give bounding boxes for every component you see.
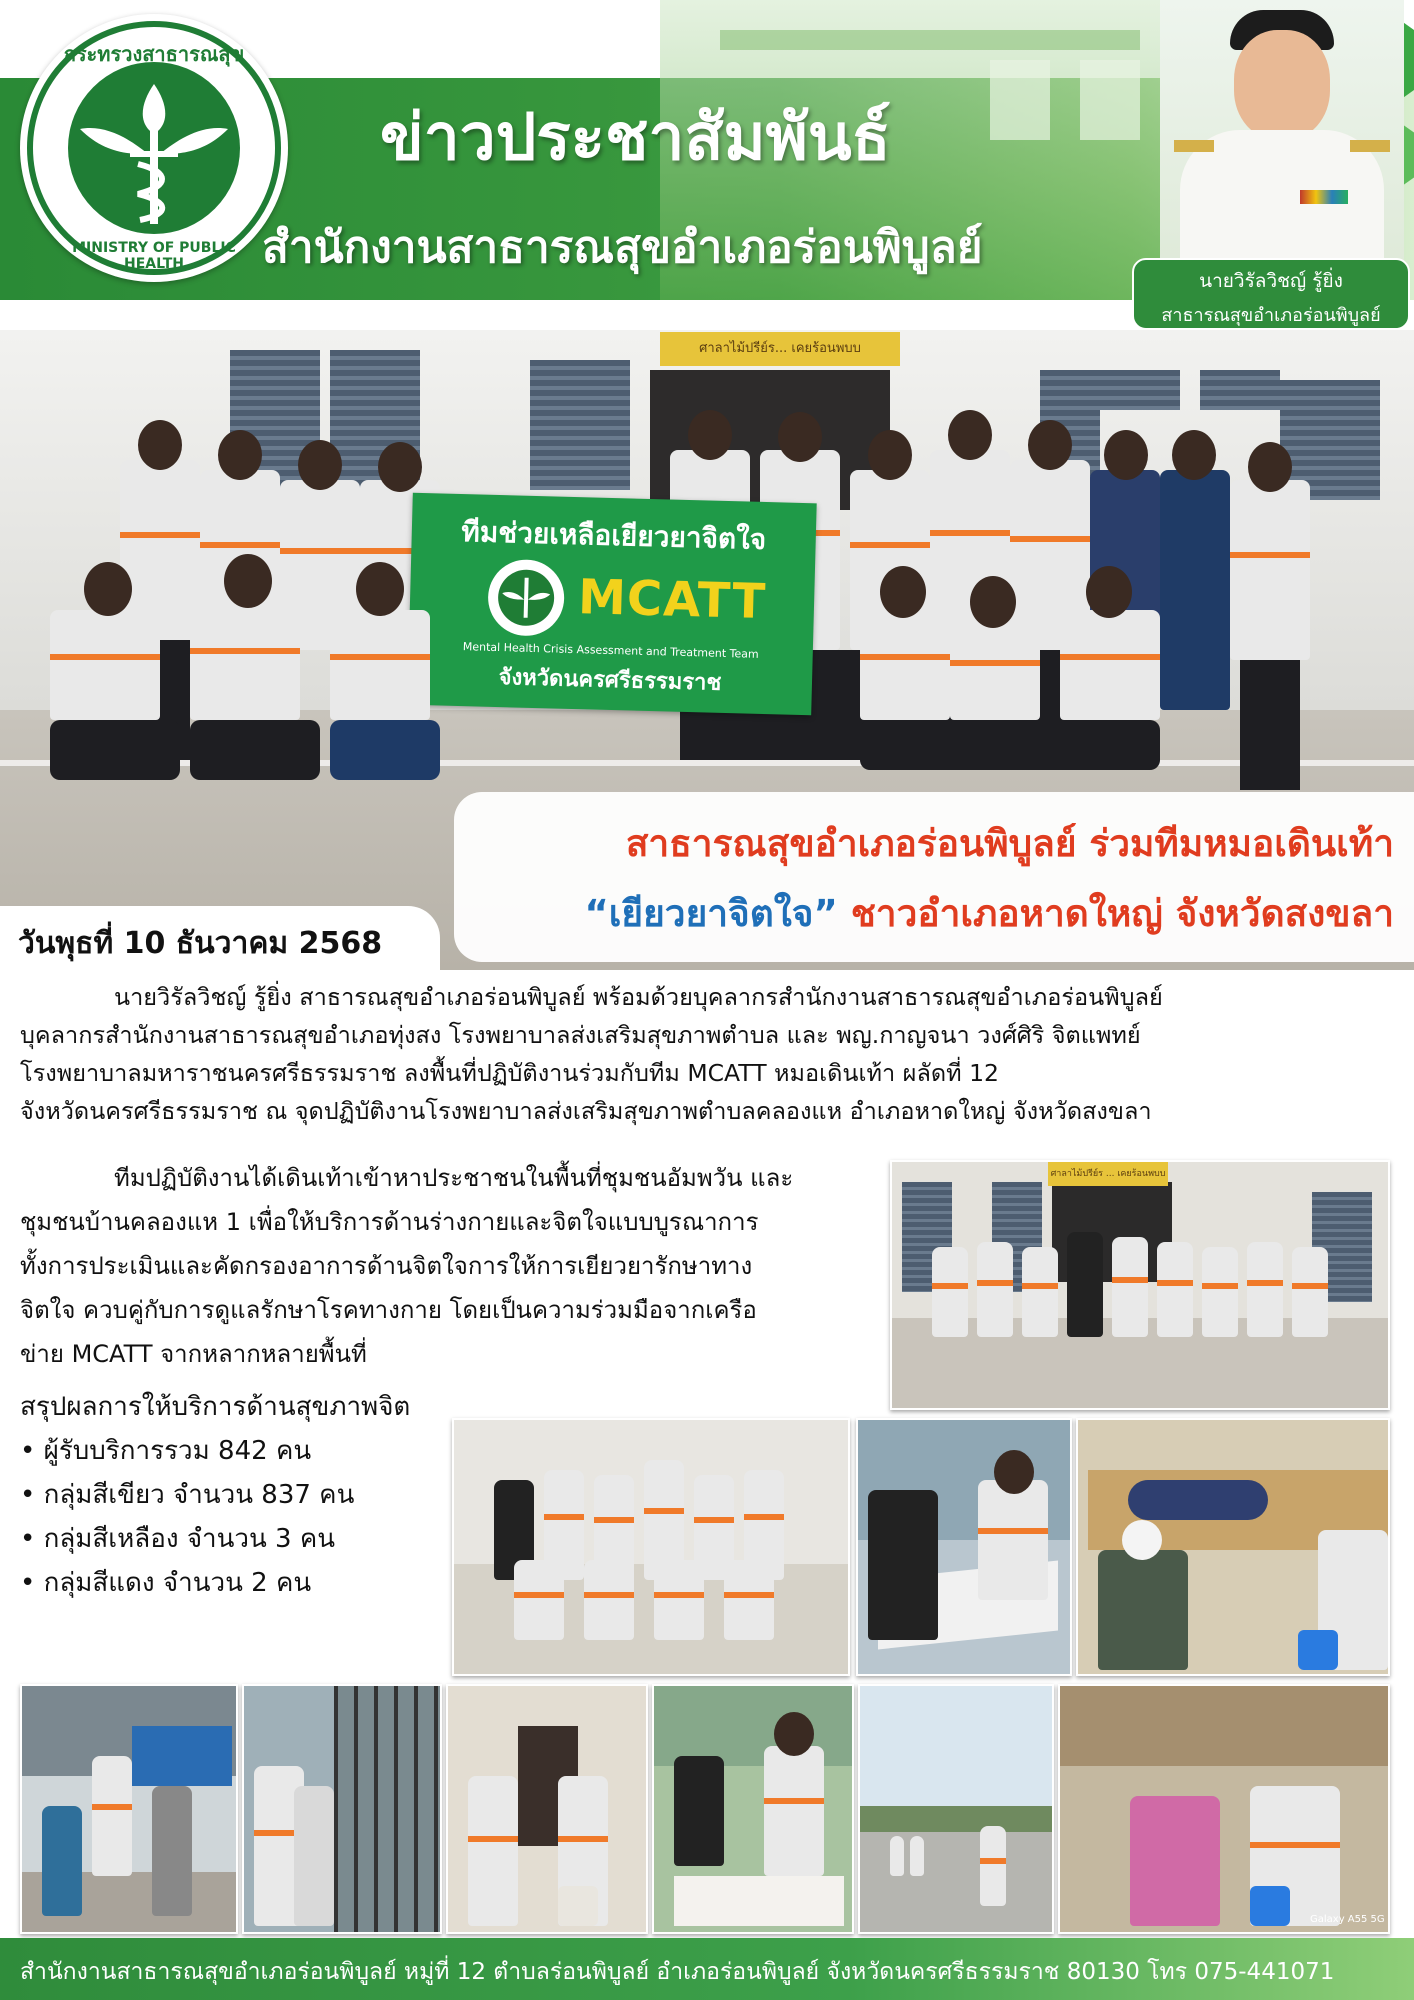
moph-logo: [20, 14, 288, 282]
banner-brand: MCATT: [577, 569, 767, 631]
para2-line-1: ทีมปฏิบัติงานได้เดินเท้าเข้าหาประชาชนในพื้นที่ชุมชนอัมพวัน และ: [114, 1164, 794, 1192]
photo-street-2: [242, 1684, 442, 1934]
logo-text-bottom: MINISTRY OF PUBLIC HEALTH: [72, 240, 236, 272]
summary-title: สรุปผลการให้บริการด้านสุขภาพจิต: [20, 1392, 411, 1422]
office-subtitle: สำนักงานสาธารณสุขอำเภอร่อนพิบูลย์: [262, 222, 983, 273]
building-sign: ศาลาไม้ปรีย์ร... เคยร้อนพบบ: [660, 332, 900, 366]
para2-line-2: ชุมชนบ้านคลองแห 1 เพื่อให้บริการด้านร่างกายและจิตใจแบบบูรณาการ: [20, 1208, 759, 1236]
official-name: นายวิรัลวิชญ์ รู้ยิ่ง: [1199, 270, 1343, 292]
banner-emblem-icon: [487, 559, 565, 637]
photo-patient-visit: [1076, 1418, 1390, 1676]
body-paragraph-2: [20, 1156, 870, 1376]
headline-rest: ชาวอำเภอหาดใหญ่ จังหวัดสงขลา: [850, 892, 1394, 935]
logo-text-top: กระทรวงสาธารณสุข: [63, 42, 245, 66]
banner-subtitle: Mental Health Crisis Assessment and Treatment Team: [462, 640, 759, 661]
banner-province: จังหวัดนครศรีธรรมราช: [498, 665, 722, 696]
footer: [0, 1938, 1414, 2000]
para1-line-4: จังหวัดนครศรีธรรมราช ณ จุดปฏิบัติงานโรงพยาบาลส่งเสริมสุขภาพตำบลคลองแห อำเภอหาดใหญ่ จังหวัดสงขลา: [20, 1097, 1152, 1125]
photo-sign: ศาลาไม้ปรีย์ร ... เคยร้อนพบบ: [1048, 1162, 1168, 1186]
photo-writing-table: [856, 1418, 1072, 1676]
banner-top-text: ทีมช่วยเหลือเยียวยาจิตใจ: [460, 515, 767, 557]
photo-doorway: [446, 1684, 648, 1934]
summary-item: • กลุ่มสีแดง จำนวน 2 คน: [20, 1568, 312, 1598]
official-portrait: [1160, 0, 1404, 264]
photo-road-walk: [858, 1684, 1054, 1934]
official-caption: [1132, 258, 1410, 330]
para2-line-3: ทั้งการประเมินและคัดกรองอาการด้านจิตใจการให้การเยียวยารักษาทาง: [20, 1252, 753, 1280]
photo-team-at-building: [890, 1160, 1390, 1410]
date-text: วันพุธที่ 10 ธันวาคม 2568: [18, 926, 383, 961]
summary-item: • ผู้รับบริการรวม 842 คน: [20, 1436, 312, 1466]
phone-watermark: Galaxy A55 5G: [1310, 1914, 1385, 1925]
footer-text: สำนักงานสาธารณสุขอำเภอร่อนพิบูลย์ หมู่ที่ 12 ตำบลร่อนพิบูลย์ อำเภอร่อนพิบูลย์ จังหวัดนครศรีธรรมราช 80130 โทร 075-441071: [20, 1959, 1335, 1985]
date-label: [0, 906, 440, 970]
body-paragraph-1: [20, 978, 1394, 1130]
para2-line-5: ข่าย MCATT จากหลากหลายพื้นที่: [20, 1340, 367, 1368]
para1-line-1: นายวิรัลวิชญ์ รู้ยิ่ง สาธารณสุขอำเภอร่อนพิบูลย์ พร้อมด้วยบุคลากรสำนักงานสาธารณสุขอำเภอร่อนพิบูลย์: [114, 983, 1163, 1011]
para1-line-2: บุคลากรสำนักงานสาธารณสุขอำเภอทุ่งสง โรงพยาบาลส่งเสริมสุขภาพตำบล และ พญ.กาญจนา วงศ์ศิริ จิตแพทย์: [20, 1021, 1141, 1049]
headline-line-1: สาธารณสุขอำเภอร่อนพิบูลย์ ร่วมทีมหมอเดินเท้า: [625, 822, 1394, 865]
headline-line-2: [584, 884, 1394, 943]
para1-line-3: โรงพยาบาลมหาราชนครศรีธรรมราช ลงพื้นที่ปฏิบัติงานร่วมกับทีม MCATT หมอเดินเท้า ผลัดที่ 12: [20, 1059, 999, 1087]
summary-item: • กลุ่มสีเหลือง จำนวน 3 คน: [20, 1524, 336, 1554]
official-position: สาธารณสุขอำเภอร่อนพิบูลย์: [1161, 305, 1381, 326]
photo-assessment: [652, 1684, 854, 1934]
page-title: ข่าวประชาสัมพันธ์: [380, 101, 891, 175]
photo-street-1: [20, 1684, 238, 1934]
header: [0, 0, 1414, 330]
photo-group-outdoor: [452, 1418, 850, 1676]
photo-home-visit: [1058, 1684, 1390, 1934]
summary-list: [20, 1430, 440, 1606]
summary-item: • กลุ่มสีเขียว จำนวน 837 คน: [20, 1480, 355, 1510]
headline-quote: “เยียวยาจิตใจ”: [584, 892, 838, 935]
mcatt-banner: [407, 493, 816, 716]
para2-line-4: จิตใจ ควบคู่กับการดูแลรักษาโรคทางกาย โดยเป็นความร่วมมือจากเครือ: [20, 1296, 757, 1324]
headline-box: [454, 792, 1414, 962]
